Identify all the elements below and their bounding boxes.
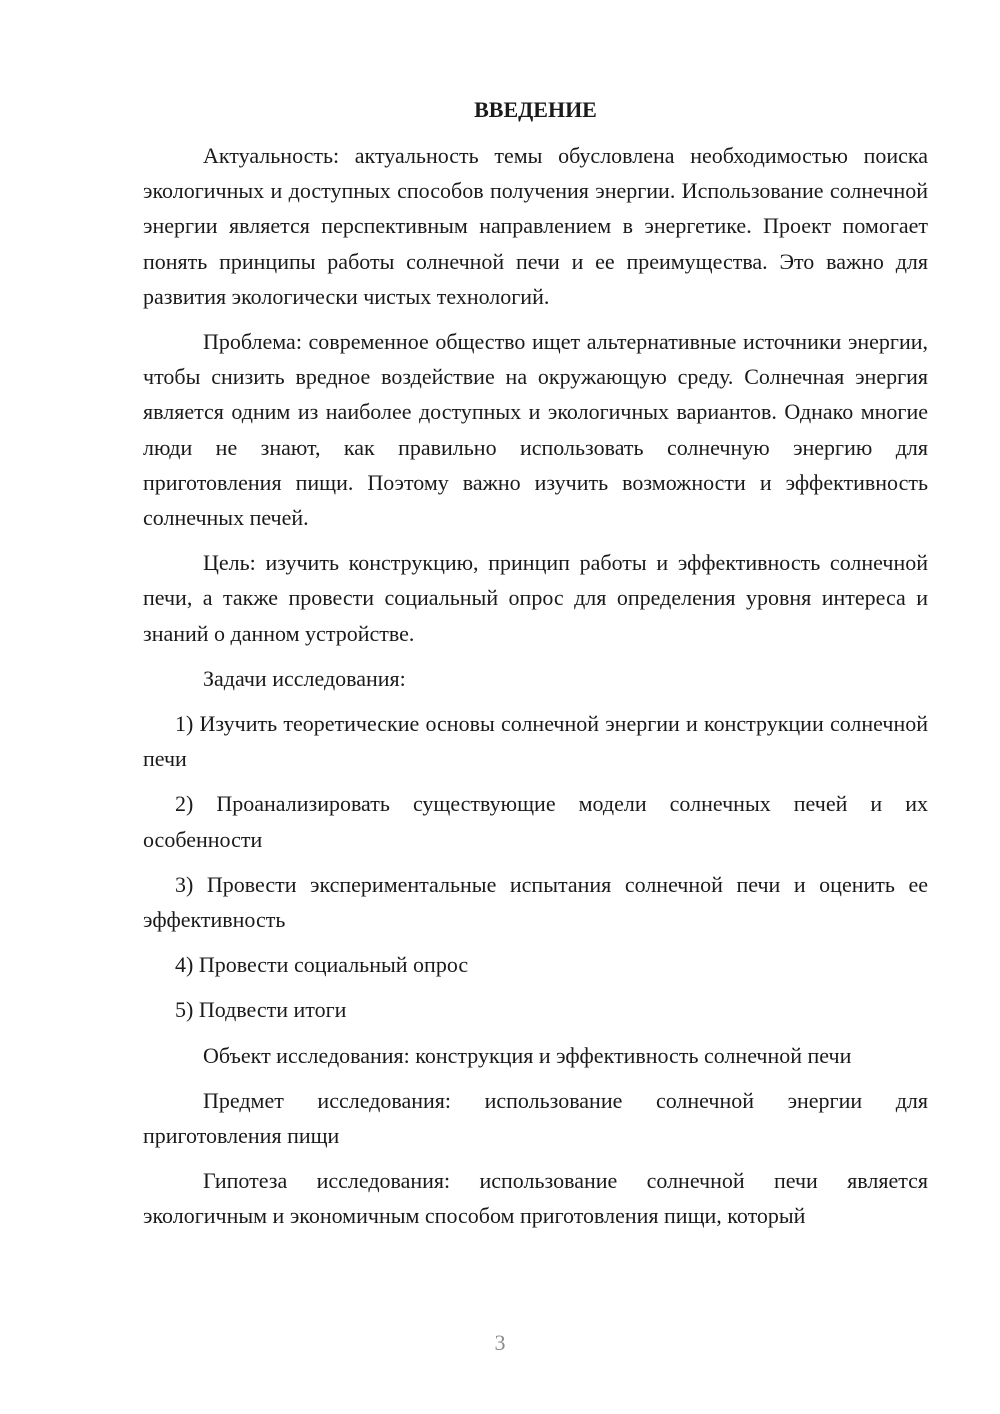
relevance-paragraph: Актуальность: актуальность темы обусловлена необходимостью поиска экологичных и доступных способов получения энергии. Использование солнечной энергии является перспективным направлением в энергетике. Проект помогает понять принципы работы солнечной печи и ее преимущества. Это важно для развития экологически чистых технологий. xyxy=(143,143,928,309)
subject-paragraph: Предмет исследования: использование солнечной энергии для приготовления пищи xyxy=(143,1087,928,1149)
page-number: 3 xyxy=(494,1330,506,1355)
object-paragraph: Объект исследования: конструкция и эффективность солнечной печи xyxy=(203,1042,852,1068)
tasks-heading: Задачи исследования: xyxy=(203,665,406,691)
page-title: ВВЕДЕНИЕ xyxy=(474,97,597,122)
problem-paragraph: Проблема: современное общество ищет альтернативные источники энергии, чтобы снизить вредное воздействие на окружающую среду. Солнечная энергия является одним из наиболее доступных и экологичных вариантов. Однако многие люди не знают, как правильно использовать солнечную энергию для приготовления пищи. Поэтому важно изучить возможности и эффективность солнечных печей. xyxy=(143,329,928,531)
task-item-1: 1) Изучить теоретические основы солнечной энергии и конструкции солнечной печи xyxy=(143,711,928,772)
goal-paragraph: Цель: изучить конструкцию, принцип работы и эффективность солнечной печи, а также провести социальный опрос для определения уровня интереса и знаний о данном устройстве. xyxy=(143,550,928,646)
task-item-4: 4) Провести социальный опрос xyxy=(175,952,469,978)
task-item-5: 5) Подвести итоги xyxy=(175,997,347,1023)
task-item-2: 2) Проанализировать существующие модели солнечных печей и их особенности xyxy=(143,791,928,852)
hypothesis-paragraph: Гипотеза исследования: использование солнечной печи является экологичным и экономичным способом приготовления пищи, который xyxy=(143,1168,928,1229)
document-body xyxy=(143,92,928,1234)
task-item-3: 3) Провести экспериментальные испытания солнечной печи и оценить ее эффективность xyxy=(143,871,928,933)
